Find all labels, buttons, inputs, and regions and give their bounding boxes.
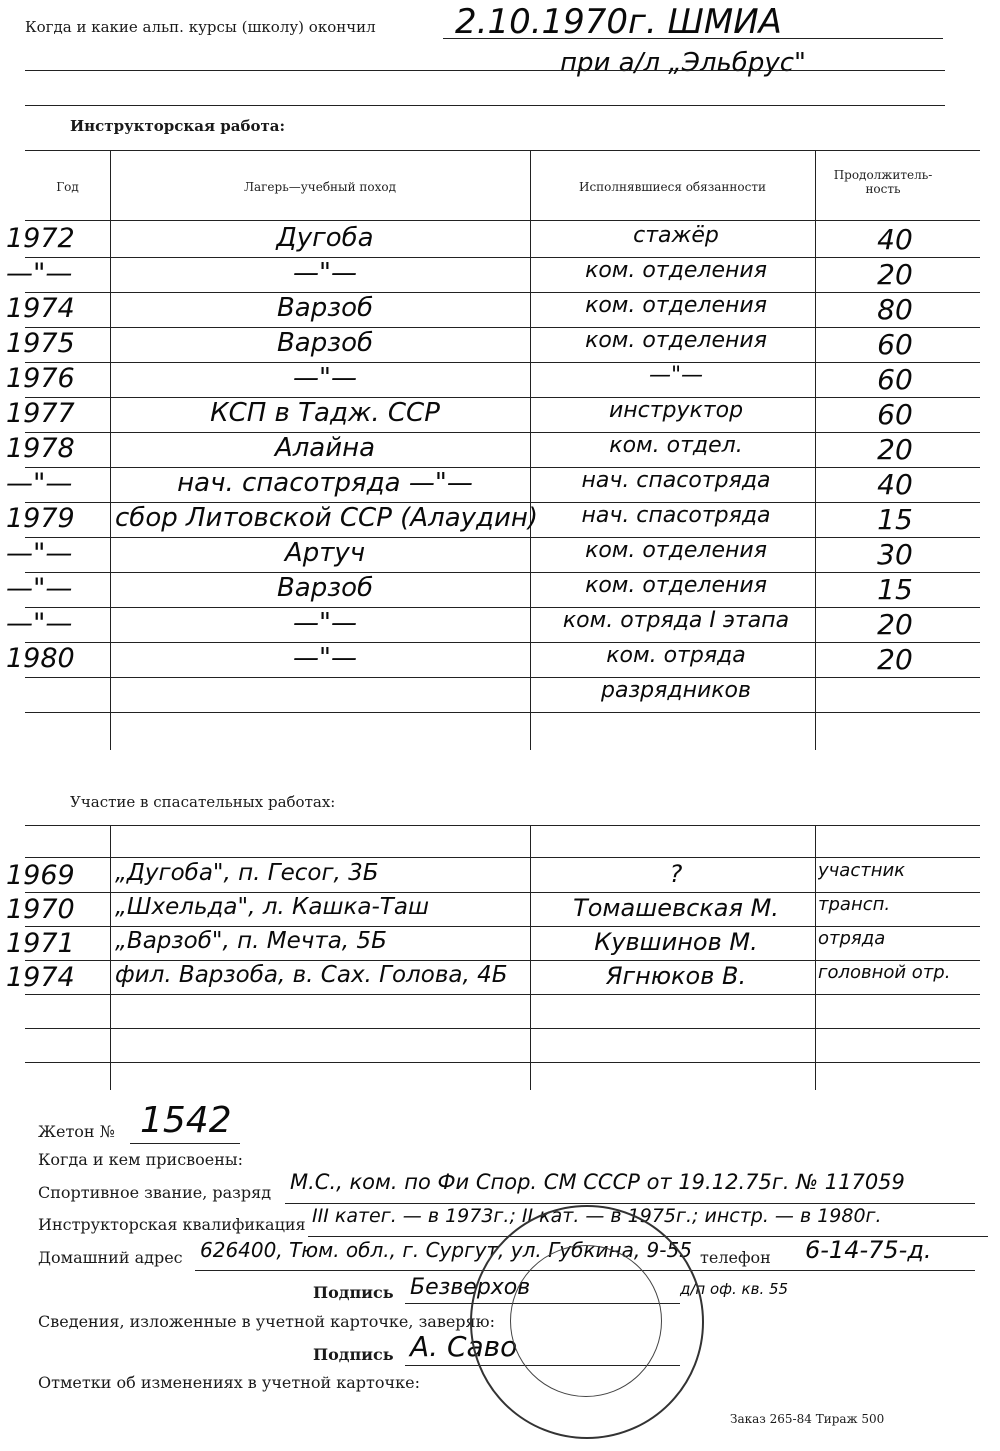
instructor-row-year: —"— bbox=[6, 538, 73, 569]
phone-label: телефон bbox=[700, 1248, 771, 1267]
instructor-row-duty: ком. отдел. bbox=[609, 433, 743, 458]
signature-note: д/п оф. кв. 55 bbox=[680, 1280, 789, 1298]
instructor-row-duty: стажёр bbox=[633, 223, 719, 248]
instructor-row-duty: ком. отделения bbox=[585, 573, 767, 598]
rescue-col-divider-1 bbox=[110, 825, 111, 1090]
token-line bbox=[130, 1143, 240, 1144]
signature-value: Безверхов bbox=[410, 1275, 531, 1300]
instructor-row-year: —"— bbox=[6, 573, 73, 604]
rescue-row-year: 1971 bbox=[6, 928, 75, 959]
phone-value: 6-14-75-д. bbox=[805, 1236, 932, 1264]
instructor-row-duration: 80 bbox=[877, 293, 913, 326]
instructor-row-year: —"— bbox=[6, 608, 73, 639]
rescue-row-place: „Дугоба", п. Гесог, 3Б bbox=[115, 860, 379, 886]
seal-stamp bbox=[470, 1205, 704, 1439]
courses-value-1: 2.10.1970г. ШМИА bbox=[455, 2, 782, 42]
instructor-row-year: 1975 bbox=[6, 328, 75, 359]
rescue-row-leader: Кувшинов М. bbox=[594, 928, 758, 956]
rescue-row-leader: Ягнюков В. bbox=[605, 962, 747, 990]
instructor-row-year: 1974 bbox=[6, 293, 75, 324]
courses-line-1 bbox=[443, 38, 943, 39]
rescue-section-label: Участие в спасательных работах: bbox=[70, 793, 336, 811]
instructor-row-camp: Дугоба bbox=[276, 223, 374, 253]
instructor-row-camp: —"— bbox=[293, 643, 357, 673]
courses-label: Когда и какие альп. курсы (школу) окончил bbox=[25, 18, 376, 36]
token-value: 1542 bbox=[140, 1100, 232, 1141]
instructor-row-duration: 20 bbox=[877, 258, 913, 291]
rescue-row-leader: Томашевская М. bbox=[573, 894, 779, 922]
rescue-row-role: головной отр. bbox=[818, 962, 951, 983]
rescue-row-role: участник bbox=[818, 860, 906, 881]
column-header-year: Год bbox=[56, 180, 79, 194]
instructor-row-duration: 60 bbox=[877, 363, 913, 396]
rescue-col-divider-2 bbox=[530, 825, 531, 1090]
column-header-duration: Продолжитель-ность bbox=[833, 168, 933, 196]
column-header-duty: Исполнявшиеся обязанности bbox=[578, 180, 766, 194]
rescue-row-line bbox=[25, 994, 980, 995]
rescue-row-line bbox=[25, 1028, 980, 1029]
instructor-row-camp: Варзоб bbox=[276, 573, 374, 603]
instructor-row-duration: 60 bbox=[877, 328, 913, 361]
address-value: 626400, Тюм. обл., г. Сургут, ул. Губкина, 9-55 bbox=[200, 1238, 692, 1262]
rescue-line-2 bbox=[25, 857, 980, 858]
instructor-row-duration: 40 bbox=[877, 468, 913, 501]
instructor-row-line bbox=[25, 677, 980, 678]
instructor-row-camp: —"— bbox=[293, 608, 357, 638]
rescue-row-line bbox=[25, 960, 980, 961]
courses-value-2: при а/л „Эльбрус" bbox=[560, 48, 806, 78]
instructor-row-year: 1979 bbox=[6, 503, 75, 534]
instructor-row-camp: Варзоб bbox=[276, 293, 374, 323]
instructor-row-year: —"— bbox=[6, 468, 73, 499]
instructor-row-line bbox=[25, 712, 980, 713]
changes-label: Отметки об изменениях в учетной карточке: bbox=[38, 1373, 420, 1392]
courses-line-2 bbox=[25, 70, 945, 71]
instructor-section-label: Инструкторская работа: bbox=[70, 117, 286, 135]
rescue-row-year: 1974 bbox=[6, 962, 75, 993]
rank-label: Спортивное звание, разряд bbox=[38, 1183, 272, 1202]
instructor-row-duty: ком. отряда bbox=[606, 643, 746, 668]
rescue-row-line bbox=[25, 892, 980, 893]
instructor-row-duty: инструктор bbox=[608, 398, 744, 423]
instructor-row-camp: нач. спасотряда —"— bbox=[177, 468, 473, 498]
rescue-row-year: 1970 bbox=[6, 894, 75, 925]
instructor-row-camp: —"— bbox=[293, 363, 357, 393]
instructor-row-duty: нач. спасотряда bbox=[581, 468, 771, 493]
instructor-row-camp: сбор Литовской ССР (Алаудин) bbox=[115, 503, 539, 533]
rank-line bbox=[285, 1203, 975, 1204]
instructor-row-duty: ком. отделения bbox=[585, 293, 767, 318]
rescue-row-role: трансп. bbox=[818, 894, 891, 915]
instructor-row-year: 1977 bbox=[6, 398, 75, 429]
instructor-row-duration: 20 bbox=[877, 608, 913, 641]
table-top-line bbox=[25, 150, 980, 151]
signature-label: Подпись bbox=[313, 1283, 394, 1302]
rescue-row-place: фил. Варзоба, в. Сах. Голова, 4Б bbox=[115, 962, 508, 988]
instructor-row-camp: Артуч bbox=[284, 538, 366, 568]
instructor-row-duration: 30 bbox=[877, 538, 913, 571]
qualification-value: III катег. — в 1973г.; II кат. — в 1975г.; инстр. — в 1980г. bbox=[312, 1205, 882, 1227]
instructor-row-duty: разрядников bbox=[601, 678, 751, 703]
table-header-line bbox=[25, 220, 980, 221]
instructor-row-camp: Варзоб bbox=[276, 328, 374, 358]
instructor-row-camp: Алайна bbox=[274, 433, 376, 463]
instructor-row-year: 1976 bbox=[6, 363, 75, 394]
instructor-row-duty: ком. отделения bbox=[585, 328, 767, 353]
instructor-row-camp: —"— bbox=[293, 258, 357, 288]
table-col-divider-1 bbox=[110, 150, 111, 750]
instructor-row-duration: 40 bbox=[877, 223, 913, 256]
instructor-row-year: 1972 bbox=[6, 223, 75, 254]
assigned-label: Когда и кем присвоены: bbox=[38, 1150, 244, 1169]
instructor-row-duration: 15 bbox=[877, 503, 913, 536]
instructor-row-duration: 15 bbox=[877, 573, 913, 606]
instructor-row-duty: ком. отделения bbox=[585, 258, 767, 283]
certify-label: Сведения, изложенные в учетной карточке, заверяю: bbox=[38, 1312, 495, 1331]
address-label: Домашний адрес bbox=[38, 1248, 183, 1267]
rescue-row-place: „Варзоб", п. Мечта, 5Б bbox=[115, 928, 387, 954]
courses-line-3 bbox=[25, 105, 945, 106]
seal-inner-ring bbox=[510, 1245, 662, 1397]
instructor-row-year: 1978 bbox=[6, 433, 75, 464]
instructor-row-camp: КСП в Тадж. ССР bbox=[210, 398, 440, 428]
instructor-row-duty: ком. отряда I этапа bbox=[562, 608, 790, 633]
instructor-row-year: —"— bbox=[6, 258, 73, 289]
instructor-row-duration: 20 bbox=[877, 643, 913, 676]
rescue-row-leader: ? bbox=[669, 860, 683, 888]
signature2-value: А. Саво bbox=[410, 1330, 518, 1363]
column-header-camp: Лагерь—учебный поход bbox=[243, 180, 397, 194]
instructor-row-duration: 20 bbox=[877, 433, 913, 466]
rescue-row-line bbox=[25, 1062, 980, 1063]
print-info: Заказ 265-84 Тираж 500 bbox=[730, 1412, 885, 1426]
token-label: Жетон № bbox=[38, 1122, 115, 1141]
rescue-row-year: 1969 bbox=[6, 860, 75, 891]
rescue-row-place: „Шхельда", л. Кашка-Таш bbox=[115, 894, 429, 920]
instructor-row-year: 1980 bbox=[6, 643, 75, 674]
instructor-row-duration: 60 bbox=[877, 398, 913, 431]
rescue-row-role: отряда bbox=[818, 928, 886, 949]
qualification-label: Инструкторская квалификация bbox=[38, 1215, 306, 1234]
rank-value: М.С., ком. по Фи Спор. СМ СССР от 19.12.75г. № 117059 bbox=[290, 1170, 905, 1194]
instructor-row-duty: ком. отделения bbox=[585, 538, 767, 563]
signature2-label: Подпись bbox=[313, 1345, 394, 1364]
rescue-row-line bbox=[25, 926, 980, 927]
instructor-row-duty: нач. спасотряда bbox=[581, 503, 771, 528]
instructor-row-duty: —"— bbox=[648, 363, 704, 388]
rescue-top-line bbox=[25, 825, 980, 826]
